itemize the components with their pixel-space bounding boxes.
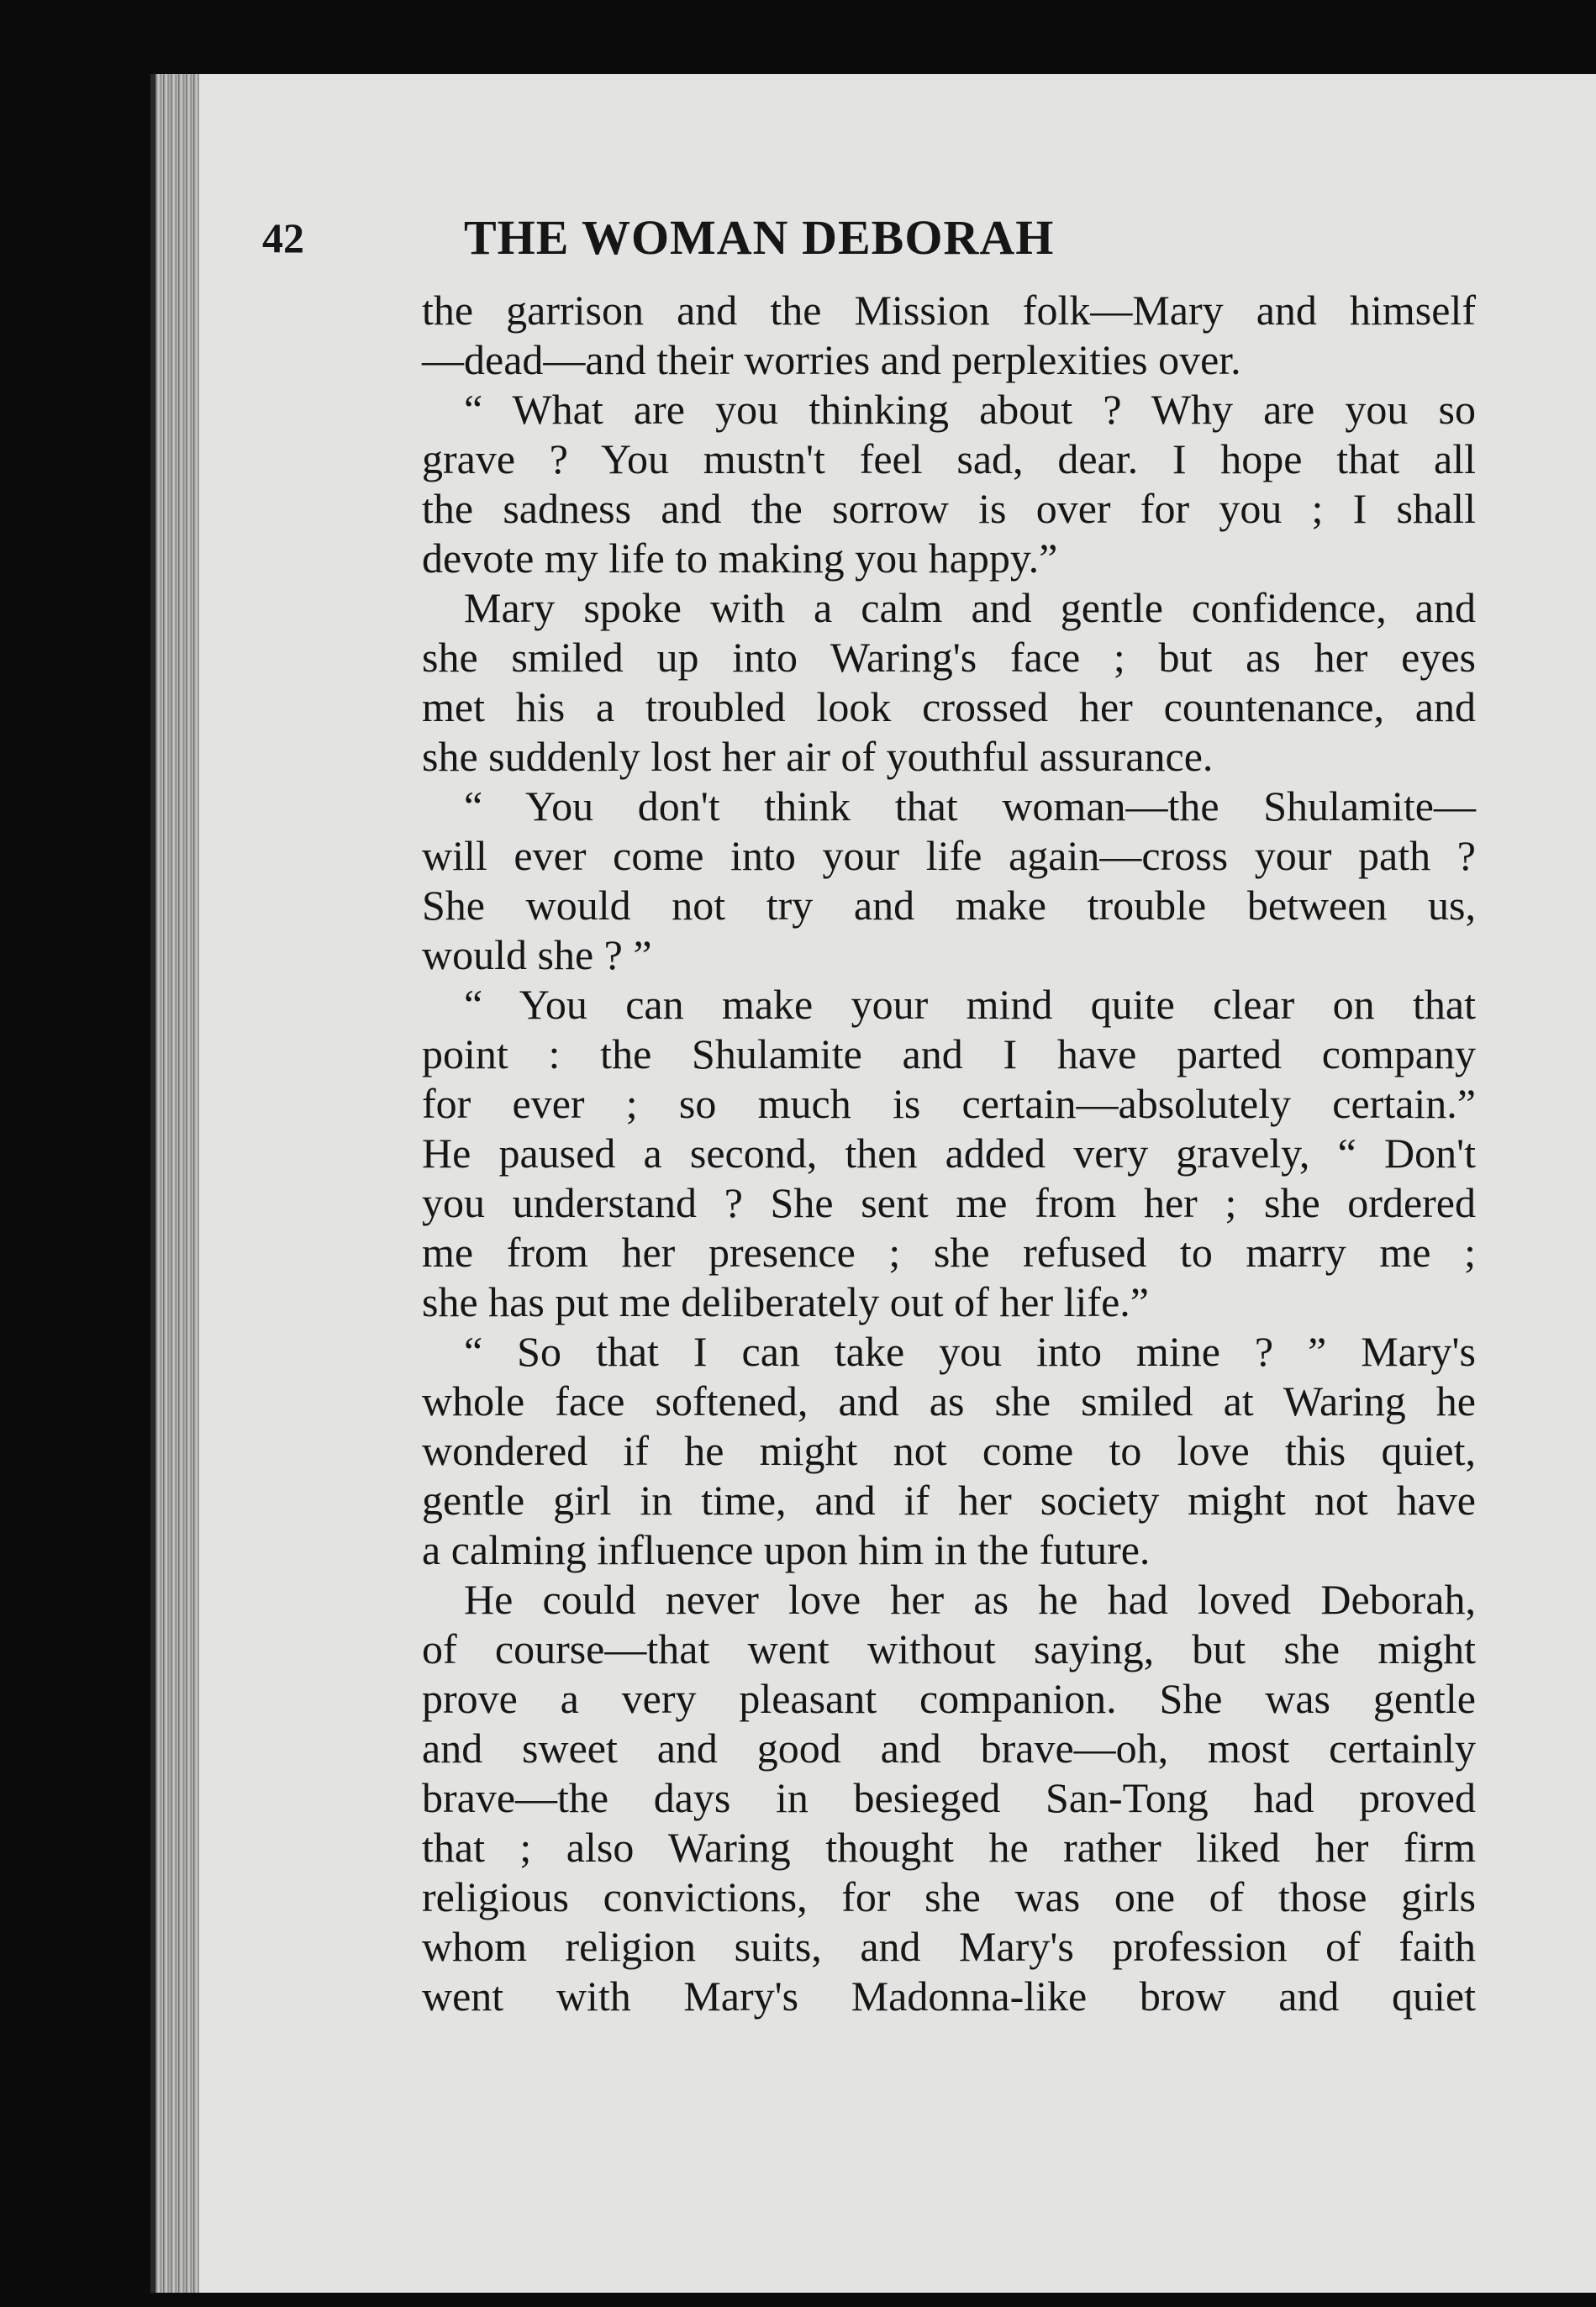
text-line: “ You can make your mind quite clear on that — [464, 981, 1476, 1028]
text-line: she smiled up into Waring's face ; but as her eyes — [422, 634, 1476, 681]
text-line: Mary spoke with a calm and gentle confidence, and — [464, 584, 1476, 631]
text-line: prove a very pleasant companion. She was gentle — [422, 1675, 1476, 1722]
text-line: grave ? You mustn't feel sad, dear. I hope that all — [422, 435, 1476, 482]
page-header — [262, 208, 1472, 267]
text-line: met his a troubled look crossed her countenance, and — [422, 683, 1476, 730]
text-line: and sweet and good and brave—oh, most certainly — [422, 1725, 1476, 1772]
text-line: the garrison and the Mission folk—Mary and himself — [422, 287, 1476, 334]
text-line: me from her presence ; she refused to marry me ; — [422, 1229, 1476, 1276]
body-text — [422, 286, 1476, 2021]
text-line: she suddenly lost her air of youthful assurance. — [422, 733, 1214, 780]
text-line: would she ? ” — [422, 931, 652, 978]
text-line: the sadness and the sorrow is over for you ; I shall — [422, 485, 1476, 532]
text-line: “ What are you thinking about ? Why are you so — [464, 386, 1476, 433]
text-line: “ You don't think that woman—the Shulamite— — [464, 782, 1476, 830]
text-line: “ So that I can take you into mine ? ” Mary's — [464, 1328, 1476, 1375]
page-binding-edge — [155, 74, 199, 2293]
text-line: she has put me deliberately out of her life.” — [422, 1278, 1149, 1325]
text-line: whom religion suits, and Mary's profession of faith — [422, 1923, 1476, 1970]
text-line: whole face softened, and as she smiled at Waring he — [422, 1377, 1476, 1425]
text-line: went with Mary's Madonna-like brow and quiet — [422, 1973, 1476, 2020]
text-line: —dead—and their worries and perplexities over. — [422, 336, 1241, 383]
text-line: She would not try and make trouble between us, — [422, 882, 1476, 929]
text-line: for ever ; so much is certain—absolutely certain.” — [422, 1080, 1476, 1127]
text-line: point : the Shulamite and I have parted company — [422, 1030, 1476, 1077]
text-line: wondered if he might not come to love this quiet, — [422, 1427, 1476, 1474]
text-line: will ever come into your life again—cross your path ? — [422, 832, 1476, 879]
text-line: gentle girl in time, and if her society might not have — [422, 1477, 1476, 1524]
text-line: religious convictions, for she was one of those girls — [422, 1873, 1476, 1920]
text-line: that ; also Waring thought he rather liked her firm — [422, 1824, 1476, 1871]
text-line: devote my life to making you happy.” — [422, 535, 1058, 582]
running-head-title: THE WOMAN DEBORAH — [464, 210, 1055, 265]
text-line: brave—the days in besieged San-Tong had proved — [422, 1774, 1476, 1821]
page-number: 42 — [262, 214, 304, 261]
text-line: a calming influence upon him in the future. — [422, 1526, 1151, 1573]
text-line: of course—that went without saying, but she might — [422, 1625, 1476, 1672]
text-line: you understand ? She sent me from her ; she ordered — [422, 1179, 1476, 1226]
text-line: He could never love her as he had loved Deborah, — [464, 1576, 1476, 1623]
text-line: He paused a second, then added very gravely, “ Don't — [422, 1130, 1476, 1177]
